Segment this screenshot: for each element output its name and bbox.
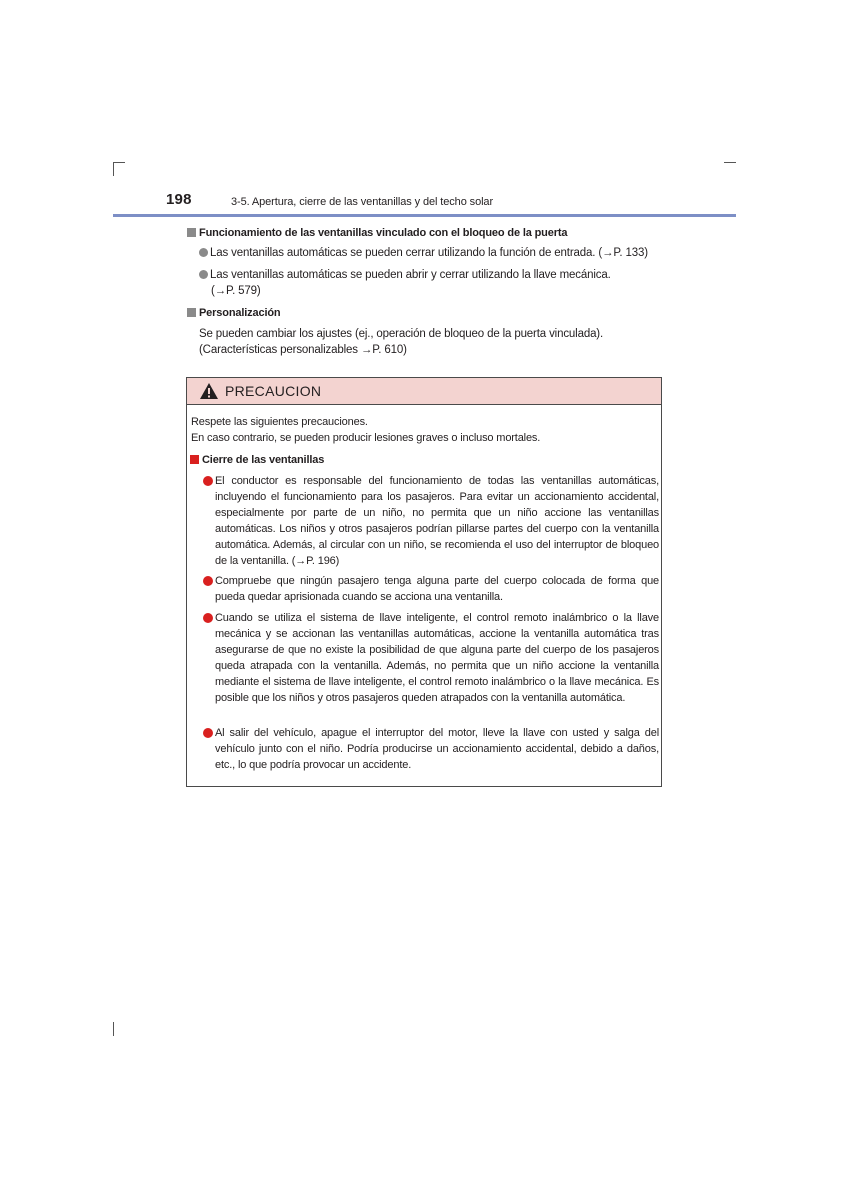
list-item: Las ventanillas automáticas se pueden cerrar utilizando la función de entrada. (→P. 133) bbox=[199, 246, 669, 262]
caution-item: Al salir del vehículo, apague el interruptor del motor, lleve la llave con usted y salga del vehículo junto con el niño. Podría producirse un accionamiento accidental, debido a daños, etc., lo que podría provocar un accidente. bbox=[203, 725, 659, 773]
red-bullet-icon bbox=[203, 728, 213, 738]
section-heading-customization: Personalización bbox=[187, 307, 281, 319]
caution-subheading: Cierre de las ventanillas bbox=[190, 454, 324, 466]
running-header: 3-5. Apertura, cierre de las ventanillas y del techo solar bbox=[231, 196, 494, 208]
square-bullet-icon bbox=[187, 308, 196, 317]
square-bullet-icon bbox=[190, 455, 199, 464]
warning-icon bbox=[199, 382, 219, 400]
caution-item: El conductor es responsable del funcionamiento de todas las ventanillas automáticas, incluyendo el funcionamiento para los pasajeros. Para evitar un accionamiento accidental, especialmente por parte de un niño, no permita que un niño accione las ventanillas automáticas. Los niños y otros pasajeros podrían pillarse partes del cuerpo con la ventanilla automática. Además, al circular con un niño, se recomienda el uso del interruptor de bloqueo de la ventanilla. (→P. 196) bbox=[203, 473, 659, 569]
crop-mark-bottom-left bbox=[113, 1022, 114, 1036]
caution-item: Compruebe que ningún pasajero tenga alguna parte del cuerpo colocada de forma que pueda quedar aprisionada cuando se acciona una ventanilla. bbox=[203, 573, 659, 605]
circle-bullet-icon bbox=[199, 270, 208, 279]
caution-intro: Respete las siguientes precauciones. En caso contrario, se pueden producir lesiones graves o incluso mortales. bbox=[191, 416, 541, 444]
red-bullet-icon bbox=[203, 576, 213, 586]
page-number: 198 bbox=[166, 191, 192, 208]
caution-box bbox=[186, 377, 662, 787]
circle-bullet-icon bbox=[199, 248, 208, 257]
caution-header bbox=[187, 378, 661, 405]
square-bullet-icon bbox=[187, 228, 196, 237]
caution-item: Cuando se utiliza el sistema de llave inteligente, el control remoto inalámbrico o la llave mecánica y se accionan las ventanillas automáticas, accione la ventanilla automática tras asegurarse de que no existe la posibilidad de que alguna parte del cuerpo de los pasajeros queda atrapada con la ventanilla. Además, no permita que un niño accione la ventanilla mediante el sistema de llave inteligente, el control remoto inalámbrico o la llave mecánica. Es posible que los niños y otros pasajeros queden atrapados con la ventanilla automática. bbox=[203, 610, 659, 706]
crop-mark-top-right bbox=[724, 162, 736, 163]
customization-text: Se pueden cambiar los ajustes (ej., operación de bloqueo de la puerta vinculada). (Características personalizables →P. 610) bbox=[199, 328, 604, 356]
list-item: Las ventanillas automáticas se pueden abrir y cerrar utilizando la llave mecánica. (→P. 579) bbox=[199, 268, 669, 299]
red-bullet-icon bbox=[203, 476, 213, 486]
crop-mark-top-left-h bbox=[113, 162, 125, 163]
section-heading-linked-windows: Funcionamiento de las ventanillas vinculado con el bloqueo de la puerta bbox=[187, 227, 567, 239]
red-bullet-icon bbox=[203, 613, 213, 623]
header-rule bbox=[113, 214, 736, 217]
caution-title: PRECAUCION bbox=[225, 383, 322, 399]
crop-mark-top-left bbox=[113, 162, 114, 176]
